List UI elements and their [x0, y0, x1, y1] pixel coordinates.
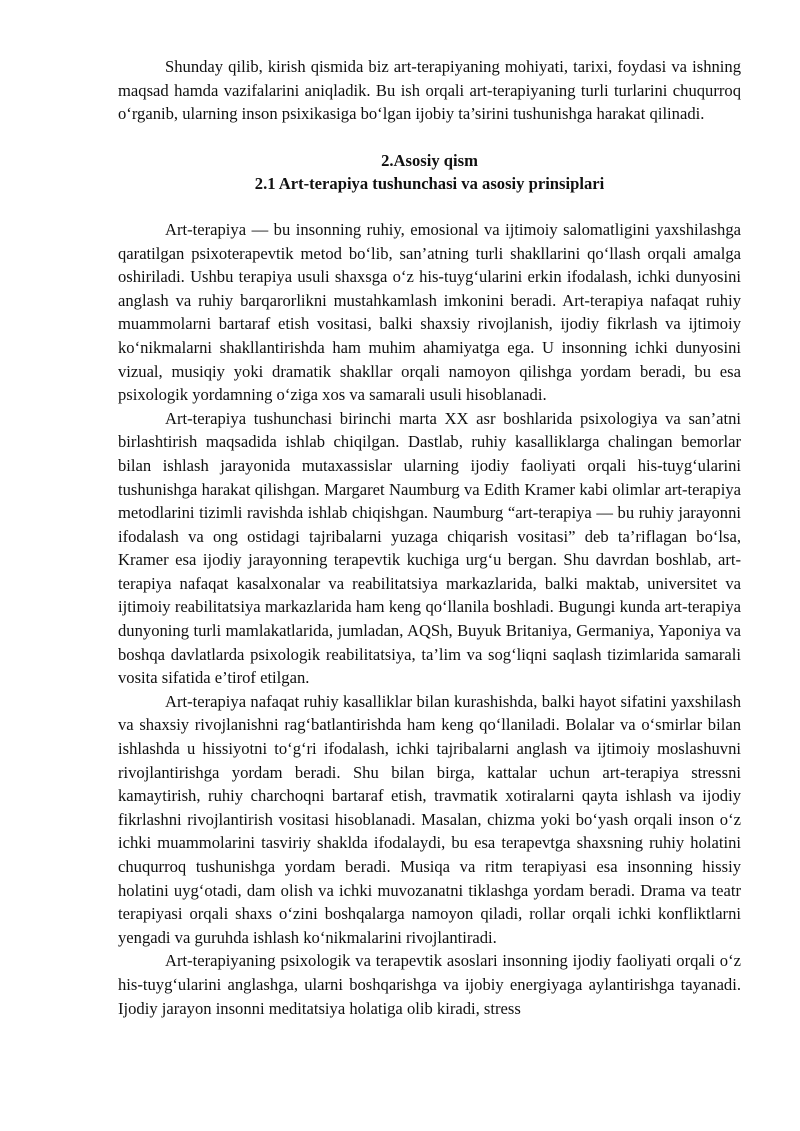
body-paragraph-foundations: Art-terapiyaning psixologik va terapevtik asoslari insonning ijodiy faoliyati orqali o‘z his-tuyg‘ularini anglashga, ularni boshqarishga va ijobiy energiyaga aylantirishga tayanadi. Ijodiy jarayon insonni meditatsiya holatiga olib kiradi, stress: [118, 951, 741, 1018]
intro-paragraph: Shunday qilib, kirish qismida biz art-terapiyaning mohiyati, tarixi, foydasi va ishning maqsad hamda vazifalarini aniqladik. Bu ish orqali art-terapiyaning turli turlarini chuqurroq o‘rganib, ularning inson psixikasiga bo‘lgan ijobiy ta’sirini tushunishga harakat qilinadi.: [118, 57, 741, 124]
body-paragraph-history: Art-terapiya tushunchasi birinchi marta XX asr boshlarida psixologiya va san’atni birlashtirish maqsadida ishlab chiqilgan. Dastlab, ruhiy kasalliklarga chalingan bemorlar bilan ishlash jarayonida mutaxassislar ularning ijodiy faoliyati orqali his-tuyg‘ularini tushunishga harakat qilishgan. Margaret Naumburg va Edith Kramer kabi olimlar art-terapiya metodlarini tizimli ravishda ishlab chiqishgan. Naumburg “art-terapiya — bu ruhiy jarayonni ifodalash va ong ostidagi tajribalarni yuzaga chiqarish vositasi” deb ta’riflagan bo‘lsa, Kramer esa ijodiy jarayonning terapevtik kuchiga urg‘u bergan. Shu davrdan boshlab, art-terapiya nafaqat kasalxonalar va reabilitatsiya markazlarida, balki maktab, universitet va ijtimoiy reabilitatsiya markazlarida ham keng qo‘llanila boshladi. Bugungi kunda art-terapiya dunyoning turli mamlakatlarida, jumladan, AQSh, Buyuk Britaniya, Germaniya, Yaponiya va boshqa davlatlarda psixologik reabilitatsiya, ta’lim va sog‘liqni saqlash tizimlarida samarali vosita sifatida e’tirof etilgan.: [118, 408, 741, 688]
section-title: 2.Asosiy qism: [381, 150, 478, 170]
document-page: [118, 55, 741, 1020]
body-paragraph-applications: Art-terapiya nafaqat ruhiy kasalliklar bilan kurashishda, balki hayot sifatini yaxshilash va shaxsiy rivojlanishni rag‘batlantirishda ham keng qo‘llaniladi. Bolalar va o‘smirlar bilan ishlashda u hissiyotni to‘g‘ri ifodalash, ichki tajribalarni anglash va ijtimoiy moslashuvni rivojlantirishga yordam beradi. Shu bilan birga, kattalar uchun art-terapiya stressni kamaytirish, ruhiy charchoqni bartaraf etish, travmatik xotiralarni qayta ishlash va ijodiy fikrlashni rivojlantirish vositasi hisoblanadi. Masalan, chizma yoki bo‘yash orqali inson o‘z ichki muammolarini tasviriy shaklda ifodalaydi, bu esa terapevtga shaxsning ruhiy holatini chuqurroq tushunishga yordam beradi. Musiqa va ritm terapiyasi esa insonning hissiy holatini uyg‘otadi, dam olish va ichki muvozanatni tiklashga yordam beradi. Drama va teatr terapiyasi orqali shaxs o‘zini boshqalarga namoyon qiladi, rollar orqali ichki konfliktlarni yengadi va guruhda ishlash ko‘nikmalarini rivojlantiradi.: [118, 691, 741, 947]
section-subtitle: 2.1 Art-terapiya tushunchasi va asosiy prinsiplari: [254, 174, 605, 194]
body-paragraph-definition: Art-terapiya — bu insonning ruhiy, emosional va ijtimoiy salomatligini yaxshilashga qaratilgan psixoterapevtik metod bo‘lib, san’atning turli shakllarini qo‘llash orqali amalga oshiriladi. Ushbu terapiya usuli shaxsga o‘z his-tuyg‘ularini erkin ifodalash, ichki dunyosini anglash va ruhiy barqarorlikni mustahkamlash imkonini beradi. Art-terapiya nafaqat ruhiy muammolarni bartaraf etish vositasi, balki shaxsiy rivojlanish, ijodiy fikrlash va ijtimoiy ko‘nikmalarni shakllantirishda ham muhim ahamiyatga ega. U insonning ichki dunyosini vizual, musiqiy yoki dramatik shakllar orqali namoyon qilishga yordam beradi, bu esa psixologik yordamning o‘ziga xos va samarali usuli hisoblanadi.: [118, 219, 741, 405]
